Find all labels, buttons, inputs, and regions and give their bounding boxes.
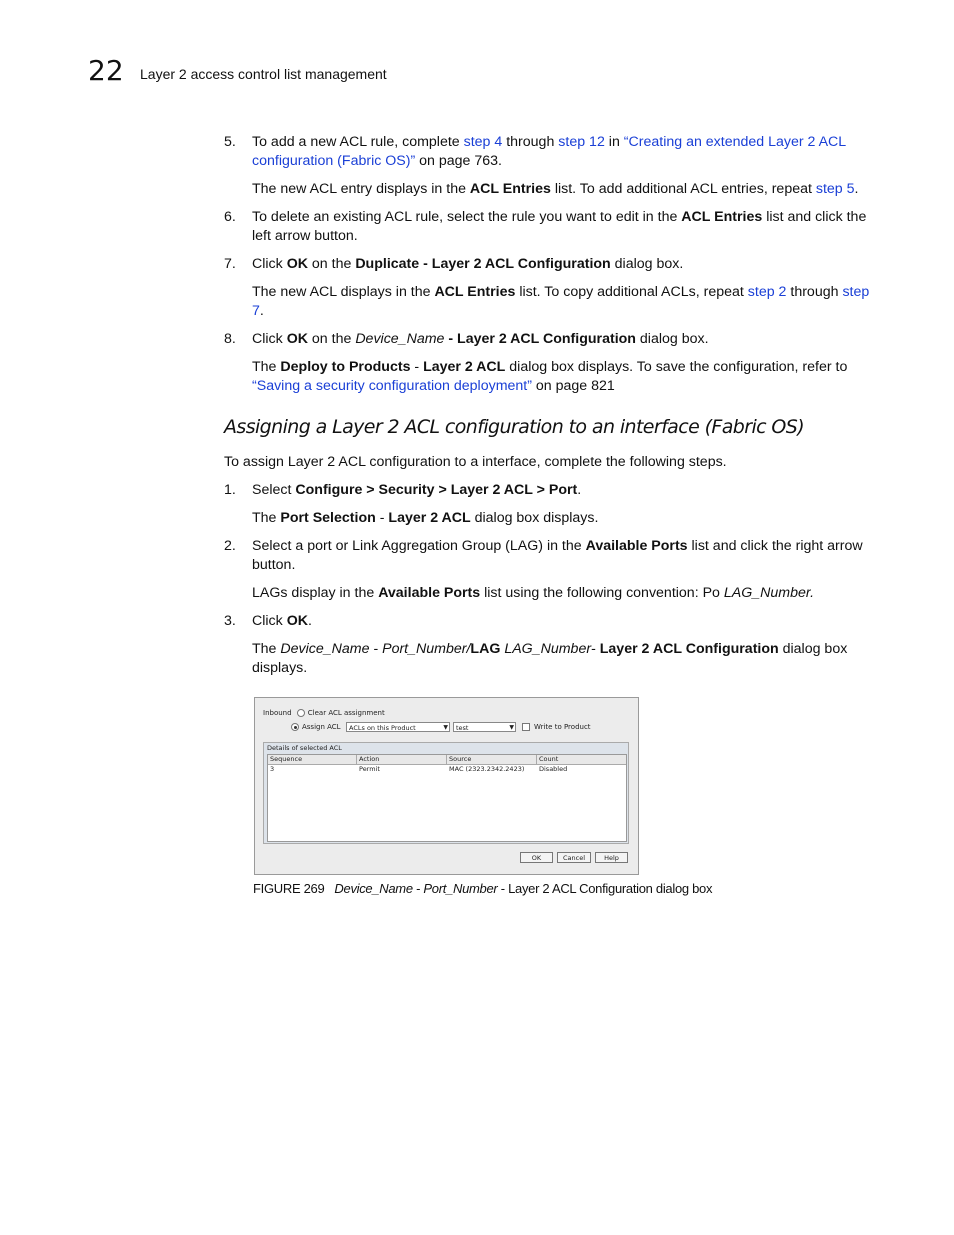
- column-header[interactable]: Source: [449, 755, 472, 763]
- step-7: 7. Click OK on the Duplicate - Layer 2 ACL Configuration dialog box.: [224, 256, 684, 272]
- figure-caption: FIGURE 269 Device_Name - Port_Number - Layer 2 ACL Configuration dialog box: [253, 881, 713, 896]
- link-creating-extended-acl[interactable]: “Creating an extended Layer 2 ACL configuration (Fabric OS)”: [252, 134, 846, 169]
- chevron-down-icon: ▼: [443, 724, 448, 731]
- link-step-12[interactable]: step 12: [558, 134, 605, 150]
- link-step-2[interactable]: step 2: [747, 284, 787, 300]
- link-saving-security-config[interactable]: “Saving a security configuration deployment”: [252, 378, 532, 394]
- clear-acl-radio[interactable]: [297, 709, 305, 717]
- help-button[interactable]: Help: [595, 852, 628, 863]
- table-cell[interactable]: MAC (2323.2342.2423): [449, 765, 525, 773]
- document-body: [224, 133, 884, 687]
- details-title: Details of selected ACL: [267, 744, 342, 752]
- clear-acl-label: Clear ACL assignment: [307, 709, 385, 717]
- figure-number: FIGURE 269: [253, 881, 325, 896]
- write-to-product-label: Write to Product: [534, 723, 591, 731]
- step-5: 5. To add a new ACL rule, complete step 4 through step 12 in “Creating an extended Layer 2 ACL configuration (Fabric OS)” on page 763.: [224, 134, 846, 169]
- column-header[interactable]: Action: [359, 755, 380, 763]
- assign-step-3-note: The Device_Name - Port_Number/LAG LAG_Number- Layer 2 ACL Configuration dialog box displays.: [252, 641, 848, 676]
- step-8-note: The Deploy to Products - Layer 2 ACL dialog box displays. To save the configuration, refer to “Saving a security configuration deployment” on page 821: [252, 359, 848, 394]
- section-intro: To assign Layer 2 ACL configuration to a interface, complete the following steps.: [224, 454, 727, 470]
- assign-acl-label: Assign ACL: [302, 723, 341, 731]
- acl-details-table: [267, 754, 627, 842]
- link-step-5[interactable]: step 5: [815, 181, 855, 197]
- ok-button[interactable]: OK: [520, 852, 553, 863]
- acl-source-select[interactable]: ACLs on this Product ▼: [346, 722, 450, 732]
- section-heading: Assigning a Layer 2 ACL configuration to an interface (Fabric OS): [224, 416, 805, 438]
- table-cell[interactable]: 3: [270, 765, 275, 773]
- write-to-product-checkbox[interactable]: [522, 723, 530, 731]
- chapter-title: Layer 2 access control list management: [140, 66, 387, 82]
- assign-step-2: 2. Select a port or Link Aggregation Group (LAG) in the Available Ports list and click the right arrow button.: [224, 538, 863, 573]
- acl-configuration-dialog: [254, 697, 639, 875]
- assign-acl-radio[interactable]: [291, 723, 299, 731]
- step-7-note: The new ACL displays in the ACL Entries list. To copy additional ACLs, repeat step 2 through step 7.: [252, 284, 870, 319]
- link-step-4[interactable]: step 4: [463, 134, 503, 150]
- cancel-button[interactable]: Cancel: [557, 852, 591, 863]
- chevron-down-icon: ▼: [509, 724, 514, 731]
- assign-step-1-note: The Port Selection - Layer 2 ACL dialog box displays.: [252, 510, 599, 526]
- column-header[interactable]: Sequence: [270, 755, 303, 763]
- step-8: 8. Click OK on the Device_Name - Layer 2 ACL Configuration dialog box.: [224, 331, 709, 347]
- table-cell[interactable]: Permit: [359, 765, 380, 773]
- details-group: [263, 742, 629, 844]
- assign-step-3: 3. Click OK.: [224, 613, 312, 629]
- assign-step-1: 1. Select Configure > Security > Layer 2 ACL > Port.: [224, 482, 582, 498]
- column-header[interactable]: Count: [539, 755, 559, 763]
- table-header: [268, 755, 626, 765]
- acl-name-select[interactable]: test ▼: [453, 722, 516, 732]
- chapter-number: 22: [88, 54, 124, 87]
- step-6: 6. To delete an existing ACL rule, select the rule you want to edit in the ACL Entries list and click the left arrow button.: [224, 209, 867, 244]
- table-cell[interactable]: Disabled: [539, 765, 568, 773]
- inbound-label: Inbound: [263, 709, 292, 717]
- link-step-7[interactable]: step 7: [252, 284, 870, 319]
- step-5-note: The new ACL entry displays in the ACL Entries list. To add additional ACL entries, repeat step 5.: [252, 181, 859, 197]
- assign-step-2-note: LAGs display in the Available Ports list using the following convention: Po LAG_Number.: [252, 585, 815, 601]
